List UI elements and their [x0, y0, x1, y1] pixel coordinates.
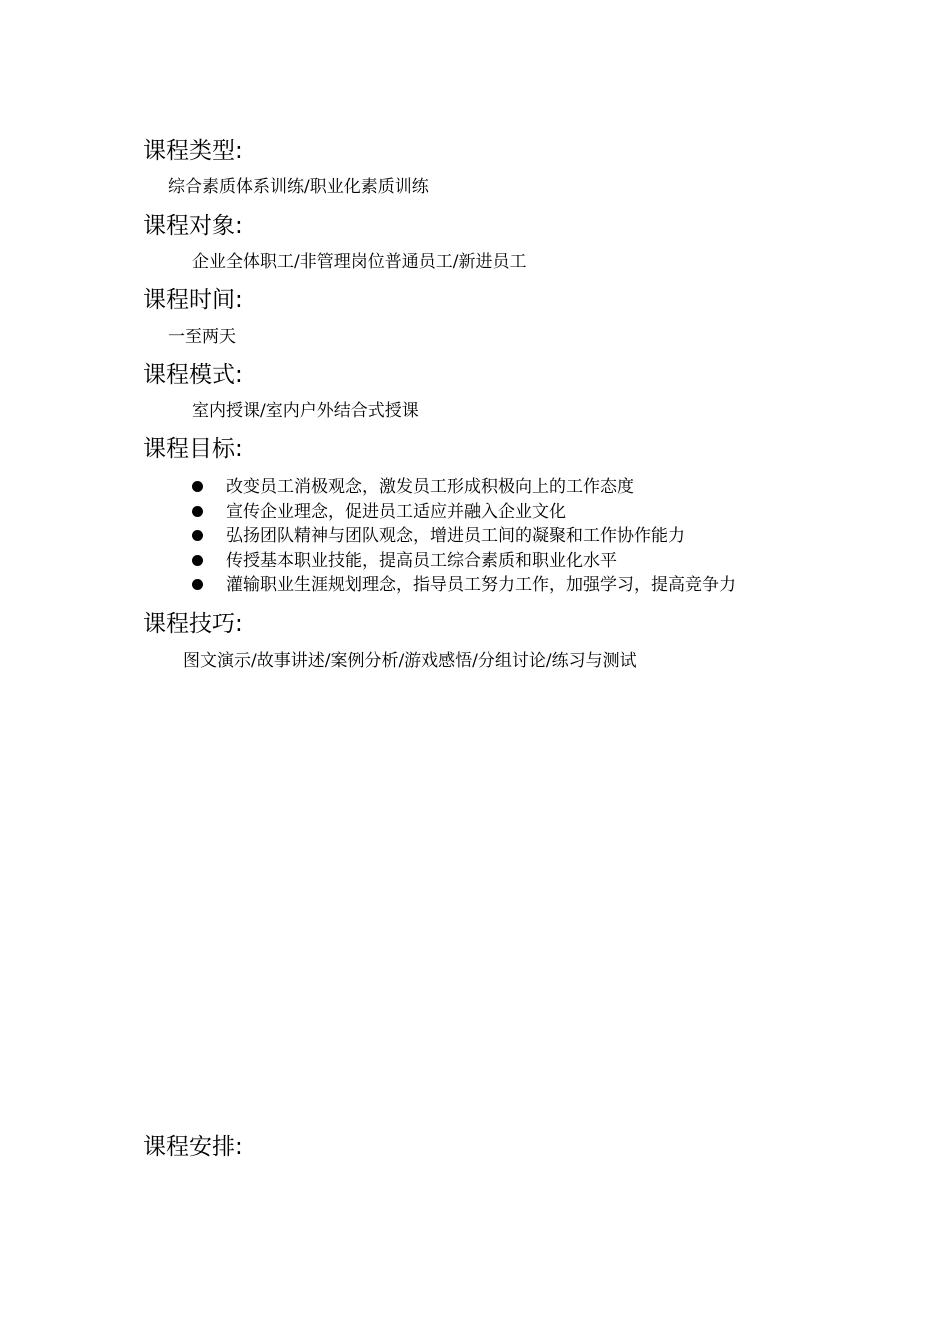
course-audience-heading: 课程对象: [143, 213, 243, 239]
goal-text: 灌输职业生涯规划理念，指导员工努力工作，加强学习，提高竞争力 [226, 575, 736, 595]
bullet-icon [192, 506, 203, 517]
course-goals-list [192, 476, 892, 599]
goal-text: 传授基本职业技能，提高员工综合素质和职业化水平 [226, 550, 617, 571]
goal-text: 弘扬团队精神与团队观念，增进员工间的凝聚和工作协作能力 [226, 526, 685, 546]
bullet-icon [192, 481, 203, 492]
course-mode-heading: 课程模式: [143, 362, 243, 388]
course-techniques-content: 图文演示/故事讲述/案例分析/游戏感悟/分组讨论/练习与测试 [183, 651, 637, 671]
goal-text: 改变员工消极观念，激发员工形成积极向上的工作态度 [226, 477, 634, 497]
course-mode-content: 室内授课/室内户外结合式授课 [192, 401, 419, 421]
bullet-icon [192, 579, 203, 590]
course-duration-heading: 课程时间: [143, 287, 243, 313]
list-item [192, 550, 892, 575]
list-item [192, 476, 892, 501]
goal-text: 宣传企业理念，促进员工适应并融入企业文化 [226, 501, 566, 522]
course-goals-heading: 课程目标: [143, 436, 243, 462]
bullet-icon [192, 530, 203, 541]
course-type-heading: 课程类型: [143, 138, 243, 164]
course-type-content: 综合素质体系训练/职业化素质训练 [168, 177, 429, 197]
course-techniques-heading: 课程技巧: [143, 611, 243, 637]
course-duration-content: 一至两天 [168, 327, 236, 347]
bullet-icon [192, 555, 203, 566]
course-schedule-heading: 课程安排: [143, 1134, 243, 1160]
list-item [192, 525, 892, 550]
course-audience-content: 企业全体职工/非管理岗位普通员工/新进员工 [192, 252, 527, 272]
list-item [192, 501, 892, 526]
list-item [192, 574, 892, 599]
